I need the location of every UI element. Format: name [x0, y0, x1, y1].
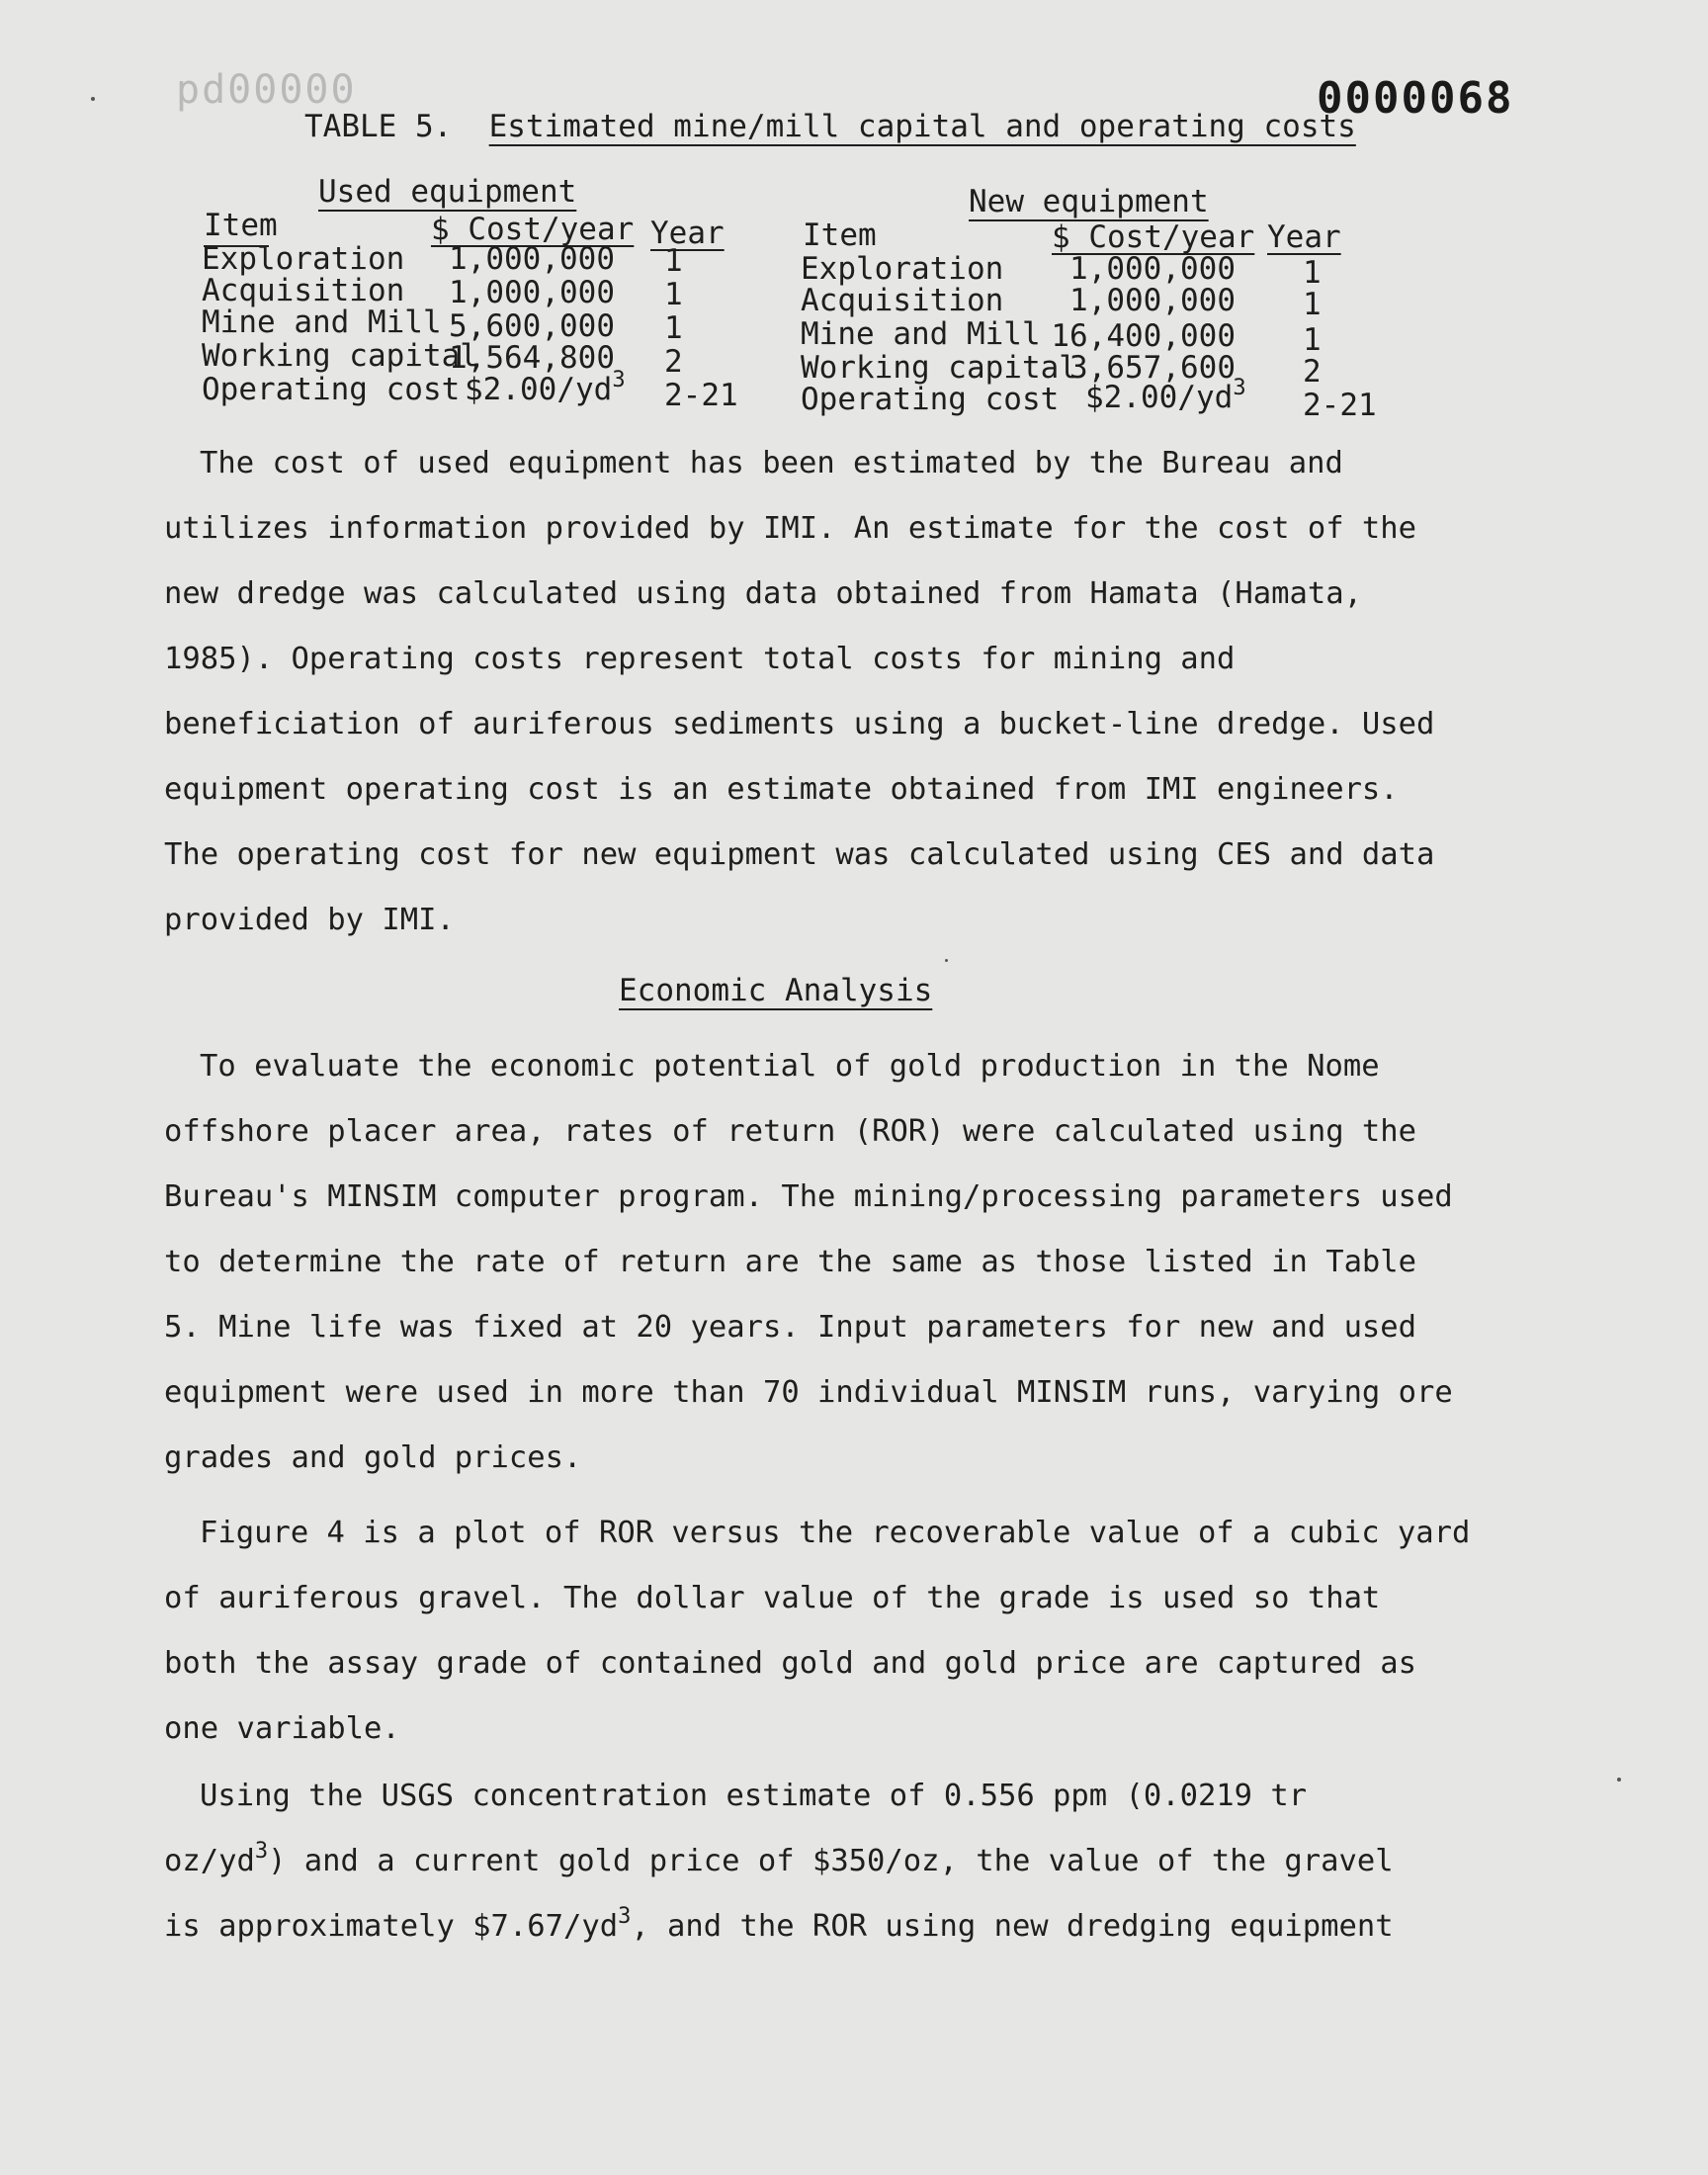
- page-number: 0000068: [1317, 73, 1514, 124]
- text-line: Bureau's MINSIM computer program. The mining/processing parameters used: [164, 1179, 1453, 1214]
- text-line: beneficiation of auriferous sediments using a bucket-line dredge. Used: [164, 707, 1435, 741]
- scan-speck: [91, 97, 95, 101]
- paragraph-figure4: [164, 1501, 1471, 1762]
- new-op-cost-exp: 3: [1233, 375, 1246, 400]
- used-row-year: 1: [664, 243, 683, 279]
- new-row-item: Exploration: [801, 251, 1004, 287]
- new-op-cost-value: $2.00/yd: [1085, 380, 1234, 415]
- paragraph-usgs-estimate: [164, 1764, 1394, 1959]
- superscript: 3: [254, 1838, 269, 1864]
- used-row-item: Mine and Mill: [202, 304, 442, 340]
- used-row-item: Working capital: [202, 338, 478, 374]
- used-col-year: Year: [650, 216, 725, 251]
- table-caption: Estimated mine/mill capital and operating costs: [488, 109, 1356, 144]
- text-line: [164, 1894, 1394, 1959]
- text-line: equipment operating cost is an estimate obtained from IMI engineers.: [164, 772, 1399, 807]
- used-row-cost: 1,000,000: [449, 241, 615, 277]
- scan-speck: [945, 959, 948, 962]
- text-line: The cost of used equipment has been estimated by the Bureau and: [200, 446, 1343, 480]
- scan-speck: [1617, 1778, 1621, 1782]
- text-fragment: is approximately $7.67/yd: [164, 1909, 619, 1944]
- new-col-year: Year: [1267, 219, 1341, 255]
- used-row-cost: 1,000,000: [449, 275, 615, 310]
- used-row-cost: [465, 367, 626, 407]
- text-fragment: ) and a current gold price of $350/oz, the value of the gravel: [268, 1844, 1394, 1878]
- new-row-item: Mine and Mill: [801, 316, 1041, 352]
- used-row-cost: 5,600,000: [449, 308, 615, 344]
- text-line: to determine the rate of return are the same as those listed in Table: [164, 1245, 1417, 1279]
- new-equipment-label: New equipment: [969, 184, 1209, 219]
- new-row-year: 1: [1303, 287, 1322, 322]
- new-row-cost: 1,000,000: [1069, 251, 1236, 287]
- new-col-cost: $ Cost/year: [1052, 219, 1255, 255]
- used-col-item: Item: [204, 208, 278, 243]
- new-col-item: Item: [803, 218, 877, 253]
- text-fragment: , and the ROR using new dredging equipment: [631, 1909, 1394, 1944]
- new-row-cost: [1085, 375, 1246, 415]
- new-row-year: 1: [1303, 322, 1322, 358]
- text-line: provided by IMI.: [164, 903, 455, 937]
- used-row-item: Operating cost: [202, 372, 461, 407]
- used-row-item: Acquisition: [202, 273, 405, 308]
- new-row-item: Acquisition: [801, 283, 1004, 318]
- text-line: [164, 1829, 1394, 1894]
- used-row-cost: 1,564,800: [449, 340, 615, 376]
- text-line: Using the USGS concentration estimate of 0.556 ppm (0.0219 tr: [200, 1779, 1308, 1813]
- used-row-year: 1: [664, 310, 683, 346]
- text-line: of auriferous gravel. The dollar value of the grade is used so that: [164, 1581, 1381, 1615]
- new-row-year: 2-21: [1303, 388, 1377, 423]
- new-row-item: Operating cost: [801, 382, 1060, 417]
- new-row-cost: 3,657,600: [1069, 350, 1236, 386]
- used-row-item: Exploration: [202, 241, 405, 277]
- text-line: grades and gold prices.: [164, 1440, 582, 1475]
- new-row-item: Working capital: [801, 350, 1077, 386]
- text-line: utilizes information provided by IMI. An estimate for the cost of the: [164, 511, 1417, 546]
- superscript: 3: [618, 1903, 632, 1929]
- new-row-year: 2: [1303, 354, 1322, 390]
- text-line: 5. Mine life was fixed at 20 years. Input parameters for new and used: [164, 1310, 1417, 1345]
- table-label: TABLE 5.: [304, 109, 453, 144]
- used-row-year: 2: [664, 344, 683, 380]
- table-title: [304, 109, 1356, 144]
- faint-stamp: pd00000: [176, 67, 357, 113]
- new-row-cost: 1,000,000: [1069, 283, 1236, 318]
- text-line: new dredge was calculated using data obtained from Hamata (Hamata,: [164, 576, 1362, 611]
- text-line: one variable.: [164, 1711, 400, 1746]
- text-line: equipment were used in more than 70 individual MINSIM runs, varying ore: [164, 1375, 1453, 1410]
- text-line: To evaluate the economic potential of gold production in the Nome: [200, 1049, 1380, 1084]
- text-line: The operating cost for new equipment was calculated using CES and data: [164, 837, 1435, 872]
- used-row-year: 1: [664, 277, 683, 312]
- paragraph-equipment-costs: [164, 431, 1435, 953]
- used-op-cost-exp: 3: [612, 367, 626, 392]
- text-line: both the assay grade of contained gold and gold price are captured as: [164, 1646, 1417, 1681]
- used-col-cost: $ Cost/year: [431, 212, 635, 247]
- text-line: 1985). Operating costs represent total costs for mining and: [164, 642, 1236, 676]
- used-equipment-label: Used equipment: [318, 174, 577, 210]
- text-line: Figure 4 is a plot of ROR versus the recoverable value of a cubic yard: [200, 1516, 1471, 1550]
- text-fragment: oz/yd: [164, 1844, 255, 1878]
- text-line: offshore placer area, rates of return (ROR) were calculated using the: [164, 1114, 1417, 1149]
- new-row-year: 1: [1303, 255, 1322, 291]
- used-op-cost-value: $2.00/yd: [465, 372, 613, 407]
- section-heading: Economic Analysis: [619, 973, 933, 1008]
- used-row-year: 2-21: [664, 378, 738, 413]
- paragraph-economic-analysis: [164, 1034, 1453, 1491]
- new-row-cost: 16,400,000: [1051, 318, 1236, 354]
